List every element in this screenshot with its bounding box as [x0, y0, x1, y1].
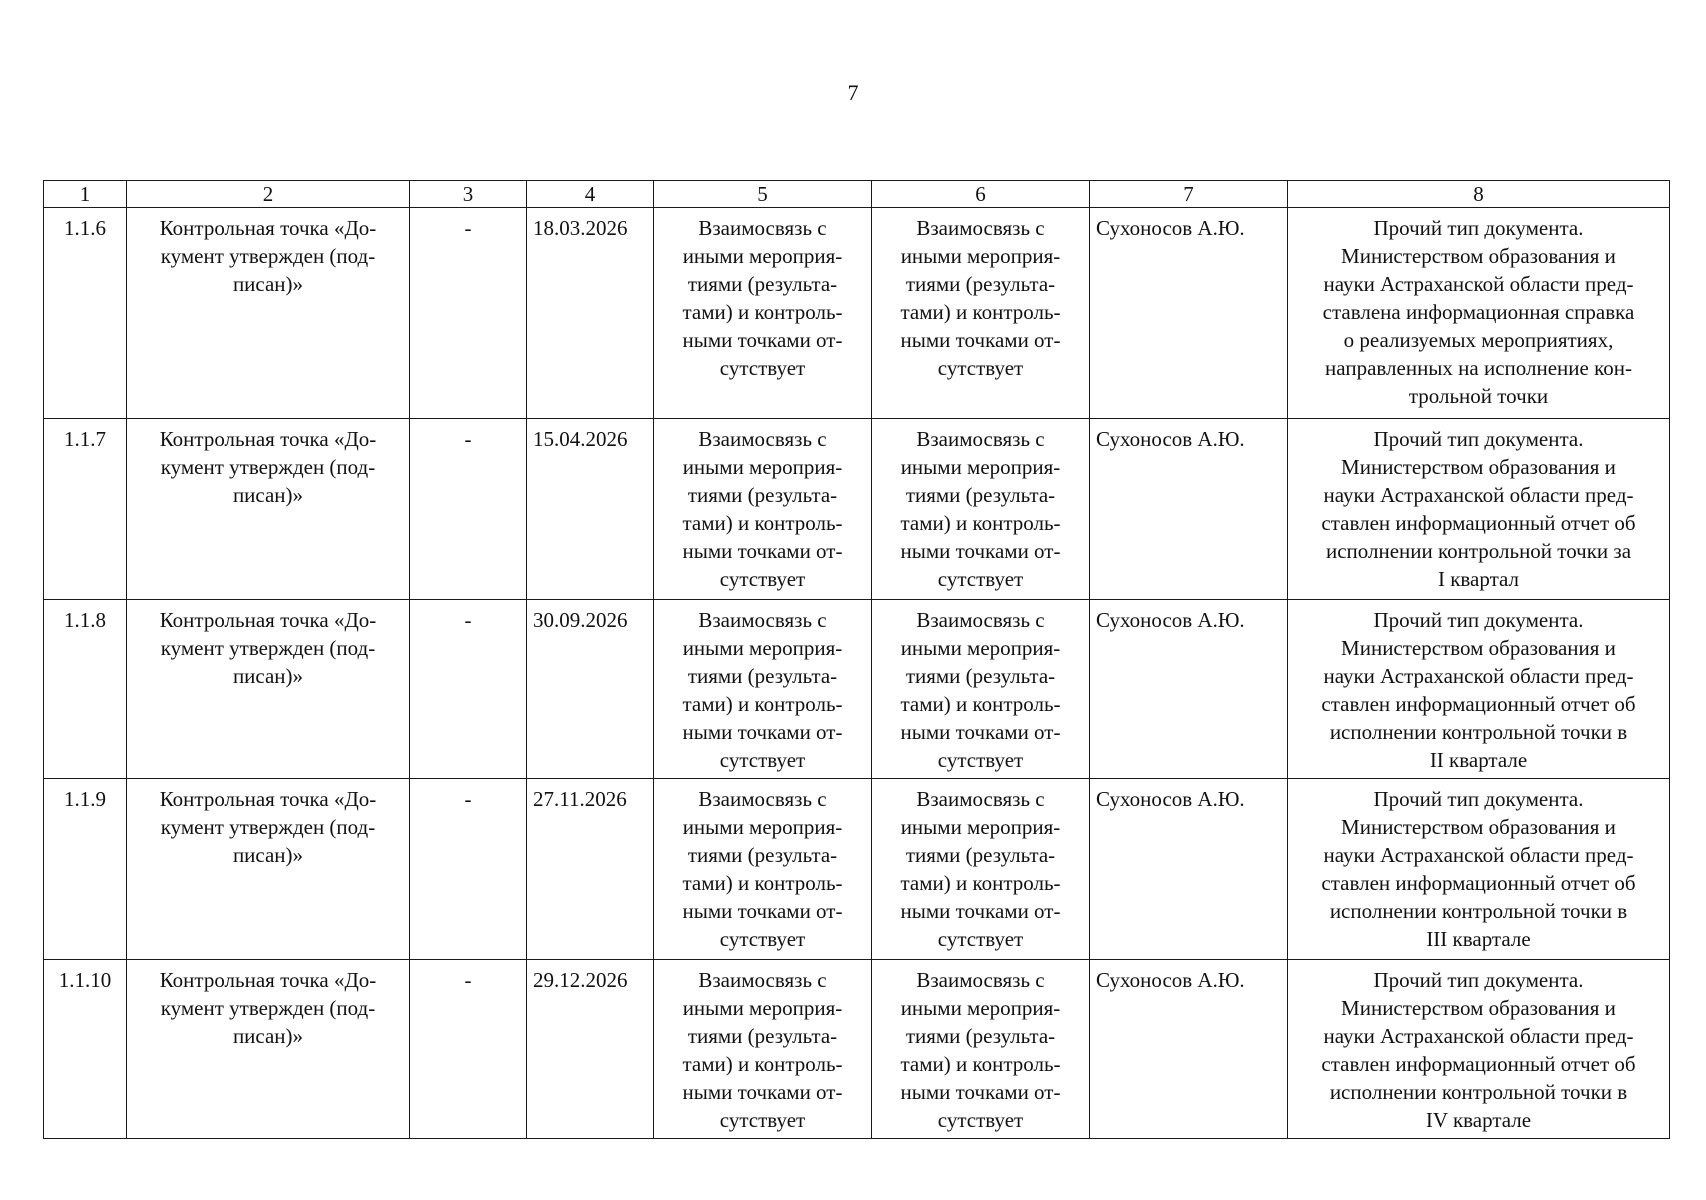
relation-cell: Взаимосвязь с иными мероприя- тиями (результа- тами) и контроль- ными точками от- сутствует — [654, 419, 872, 600]
column-header: 2 — [127, 181, 410, 208]
date-cell: 18.03.2026 — [527, 208, 654, 419]
row-number-cell: 1.1.10 — [44, 960, 127, 1139]
row-number-cell: 1.1.8 — [44, 600, 127, 779]
relation-cell: Взаимосвязь с иными мероприя- тиями (результа- тами) и контроль- ными точками от- сутствует — [654, 960, 872, 1139]
relation-cell: Взаимосвязь с иными мероприя- тиями (результа- тами) и контроль- ными точками от- сутствует — [872, 960, 1090, 1139]
date-cell: 27.11.2026 — [527, 779, 654, 960]
control-point-name-cell: Контрольная точка «До- кумент утвержден (под- писан)» — [127, 600, 410, 779]
column-3-cell: - — [410, 208, 527, 419]
relation-cell: Взаимосвязь с иными мероприя- тиями (результа- тами) и контроль- ными точками от- сутствует — [654, 208, 872, 419]
column-header: 3 — [410, 181, 527, 208]
column-header: 6 — [872, 181, 1090, 208]
relation-cell: Взаимосвязь с иными мероприя- тиями (результа- тами) и контроль- ными точками от- сутствует — [654, 600, 872, 779]
document-type-cell: Прочий тип документа. Министерством образования и науки Астраханской области пред- ставлен информационный отчет об исполнении контрольной точки в II квартале — [1288, 600, 1670, 779]
responsible-cell: Сухоносов А.Ю. — [1090, 779, 1288, 960]
responsible-cell: Сухоносов А.Ю. — [1090, 208, 1288, 419]
date-cell: 30.09.2026 — [527, 600, 654, 779]
table-row — [44, 419, 1670, 600]
page-number: 7 — [847, 80, 859, 105]
column-3-cell: - — [410, 960, 527, 1139]
relation-cell: Взаимосвязь с иными мероприя- тиями (результа- тами) и контроль- ными точками от- сутствует — [872, 600, 1090, 779]
document-type-cell: Прочий тип документа. Министерством образования и науки Астраханской области пред- ставлен информационный отчет об исполнении контрольной точки в IV квартале — [1288, 960, 1670, 1139]
responsible-cell: Сухоносов А.Ю. — [1090, 960, 1288, 1139]
row-number-cell: 1.1.6 — [44, 208, 127, 419]
date-cell: 29.12.2026 — [527, 960, 654, 1139]
relation-cell: Взаимосвязь с иными мероприя- тиями (результа- тами) и контроль- ными точками от- сутствует — [872, 208, 1090, 419]
column-header: 7 — [1090, 181, 1288, 208]
column-header: 8 — [1288, 181, 1670, 208]
relation-cell: Взаимосвязь с иными мероприя- тиями (результа- тами) и контроль- ными точками от- сутствует — [654, 779, 872, 960]
responsible-cell: Сухоносов А.Ю. — [1090, 419, 1288, 600]
column-header: 1 — [44, 181, 127, 208]
control-point-name-cell: Контрольная точка «До- кумент утвержден (под- писан)» — [127, 419, 410, 600]
relation-cell: Взаимосвязь с иными мероприя- тиями (результа- тами) и контроль- ными точками от- сутствует — [872, 419, 1090, 600]
column-3-cell: - — [410, 419, 527, 600]
table-row — [44, 960, 1670, 1139]
date-cell: 15.04.2026 — [527, 419, 654, 600]
table-row — [44, 208, 1670, 419]
control-point-name-cell: Контрольная точка «До- кумент утвержден (под- писан)» — [127, 960, 410, 1139]
control-point-name-cell: Контрольная точка «До- кумент утвержден (под- писан)» — [127, 208, 410, 419]
responsible-cell: Сухоносов А.Ю. — [1090, 600, 1288, 779]
table-row — [44, 779, 1670, 960]
column-header: 5 — [654, 181, 872, 208]
relation-cell: Взаимосвязь с иными мероприя- тиями (результа- тами) и контроль- ными точками от- сутствует — [872, 779, 1090, 960]
control-points-table — [43, 180, 1670, 1139]
document-type-cell: Прочий тип документа. Министерством образования и науки Астраханской области пред- ставлена информационная справка о реализуемых мероприятиях, направленных на исполнение кон- трольной точки — [1288, 208, 1670, 419]
control-point-name-cell: Контрольная точка «До- кумент утвержден (под- писан)» — [127, 779, 410, 960]
column-3-cell: - — [410, 779, 527, 960]
column-header: 4 — [527, 181, 654, 208]
table-row — [44, 600, 1670, 779]
column-3-cell: - — [410, 600, 527, 779]
table-header-row — [44, 181, 1670, 208]
row-number-cell: 1.1.7 — [44, 419, 127, 600]
document-type-cell: Прочий тип документа. Министерством образования и науки Астраханской области пред- ставлен информационный отчет об исполнении контрольной точки в III квартале — [1288, 779, 1670, 960]
document-type-cell: Прочий тип документа. Министерством образования и науки Астраханской области пред- ставлен информационный отчет об исполнении контрольной точки за I квартал — [1288, 419, 1670, 600]
row-number-cell: 1.1.9 — [44, 779, 127, 960]
